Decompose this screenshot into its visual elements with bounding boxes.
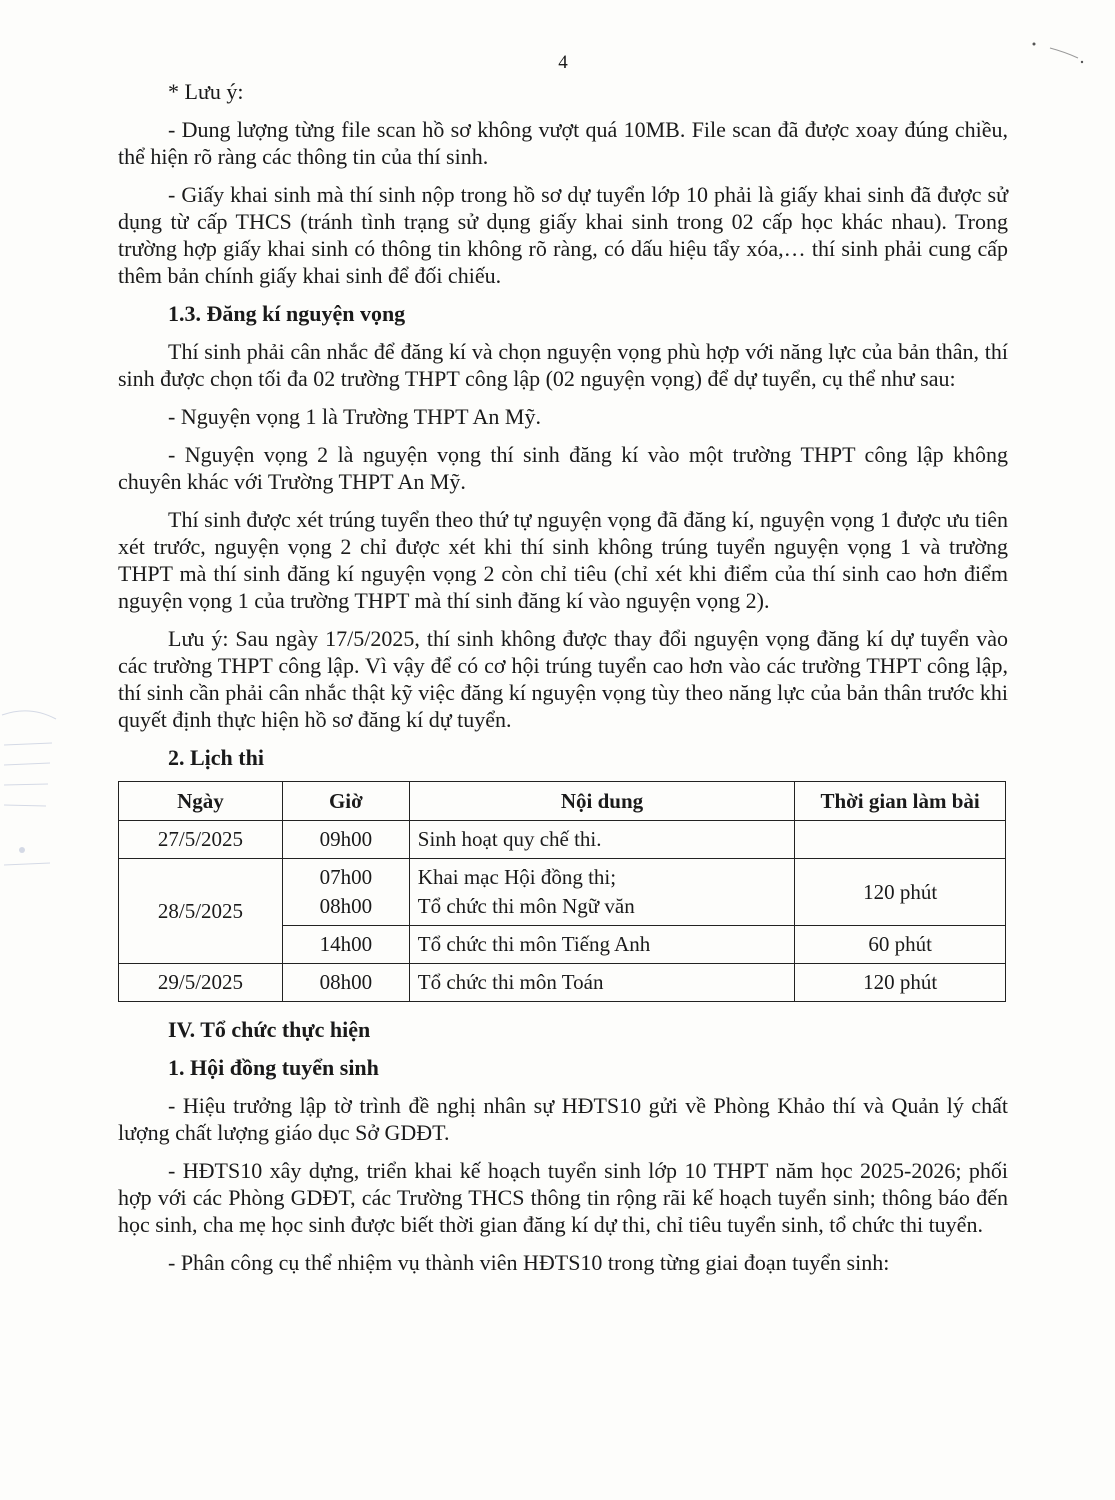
cell-line: Tổ chức thi môn Ngữ văn bbox=[417, 894, 635, 918]
table-header-cell: Nội dung bbox=[409, 782, 794, 821]
table-cell: Tổ chức thi môn Toán bbox=[409, 964, 794, 1002]
table-header-cell: Thời gian làm bài bbox=[795, 782, 1006, 821]
note-paragraph: - Dung lượng từng file scan hồ sơ không vượt quá 10MB. File scan đã được xoay đúng chiều, thể hiện rõ ràng các thông tin của thí sinh. bbox=[118, 117, 1008, 169]
body-paragraph: - Hiệu trưởng lập tờ trình đề nghị nhân sự HĐTS10 gửi về Phòng Khảo thí và Quản lý chất lượng chất lượng giáo dục Sở GDĐT. bbox=[118, 1093, 1008, 1145]
table-cell: 120 phút bbox=[795, 859, 1006, 926]
body-paragraph: Lưu ý: Sau ngày 17/5/2025, thí sinh không được thay đổi nguyện vọng đăng kí dự tuyển vào các trường THPT công lập. Vì vậy để có cơ hội trúng tuyển cao hơn vào các trường THPT công lập, thí sinh cần phải cân nhắc thật kỹ việc đăng kí nguyện vọng tùy theo năng lực của bản thân trước khi quyết định thực hiện hồ sơ đăng kí dự tuyển. bbox=[118, 626, 1008, 732]
cell-line: 07h00 bbox=[319, 865, 373, 889]
table-cell: 27/5/2025 bbox=[119, 821, 283, 859]
table-header-row bbox=[119, 782, 1006, 821]
scan-mark bbox=[1030, 40, 1090, 70]
body-paragraph: Thí sinh phải cân nhắc để đăng kí và chọn nguyện vọng phù hợp với năng lực của bản thân, thí sinh được chọn tối đa 02 trường THPT công lập (02 nguyện vọng) để dự tuyển, cụ thể như sau: bbox=[118, 339, 1008, 391]
table-cell: 09h00 bbox=[282, 821, 409, 859]
table-cell: 08h00 bbox=[282, 964, 409, 1002]
body-paragraph: - Nguyện vọng 2 là nguyện vọng thí sinh đăng kí vào một trường THPT công lập không chuyên khác với Trường THPT An Mỹ. bbox=[118, 442, 1008, 494]
body-paragraph: - HĐTS10 xây dựng, triển khai kế hoạch tuyển sinh lớp 10 THPT năm học 2025-2026; phối hợp với các Phòng GDĐT, các Trường THCS thông tin rộng rãi kế hoạch tuyển sinh; thông báo đến học sinh, cha mẹ học sinh được biết thời gian đăng kí dự thi, chỉ tiêu tuyển sinh, tổ chức thi tuyển. bbox=[118, 1158, 1008, 1237]
exam-schedule-table bbox=[118, 781, 1006, 1002]
table-row bbox=[119, 964, 1006, 1002]
section-heading: IV. Tổ chức thực hiện bbox=[168, 1017, 371, 1042]
body-paragraph: Thí sinh được xét trúng tuyển theo thứ tự nguyện vọng đã đăng kí, nguyện vọng 1 được ưu tiên xét trước, nguyện vọng 2 chỉ được xét khi thí sinh không trúng tuyển nguyện vọng 1 và trường THPT mà thí sinh đăng kí nguyện vọng 2 còn chỉ tiêu (chỉ xét khi điểm của thí sinh cao hơn điểm nguyện vọng 1 của trường THPT mà thí sinh đăng kí vào nguyện vọng 2). bbox=[118, 507, 1008, 613]
table-row bbox=[119, 859, 1006, 926]
table-cell bbox=[795, 821, 1006, 859]
table-cell: Sinh hoạt quy chế thi. bbox=[409, 821, 794, 859]
note-paragraph: - Giấy khai sinh mà thí sinh nộp trong hồ sơ dự tuyển lớp 10 phải là giấy khai sinh đã được sử dụng từ cấp THCS (tránh tình trạng sử dụng giấy khai sinh trong 02 cấp học khác nhau). Trong trường hợp giấy khai sinh có thông tin không rõ ràng, có dấu hiệu tẩy xóa,… thí sinh phải cung cấp thêm bản chính giấy khai sinh để đối chiếu. bbox=[118, 182, 1008, 288]
cell-line: Khai mạc Hội đồng thi; bbox=[417, 865, 617, 889]
table-cell: 60 phút bbox=[795, 926, 1006, 964]
table-cell: 14h00 bbox=[282, 926, 409, 964]
section-heading: 1.3. Đăng kí nguyện vọng bbox=[168, 301, 406, 326]
table-cell: 28/5/2025 bbox=[119, 859, 283, 964]
faded-stamp-mark bbox=[0, 705, 58, 875]
cell-line: 08h00 bbox=[319, 894, 373, 918]
body-paragraph: - Nguyện vọng 1 là Trường THPT An Mỹ. bbox=[168, 404, 541, 429]
table-cell: 29/5/2025 bbox=[119, 964, 283, 1002]
table-header-cell: Ngày bbox=[119, 782, 283, 821]
table-header-cell: Giờ bbox=[282, 782, 409, 821]
table-cell: Tổ chức thi môn Tiếng Anh bbox=[409, 926, 794, 964]
table-cell: 120 phút bbox=[795, 964, 1006, 1002]
table-cell bbox=[282, 859, 409, 926]
body-paragraph: - Phân công cụ thể nhiệm vụ thành viên HĐTS10 trong từng giai đoạn tuyển sinh: bbox=[168, 1250, 890, 1275]
section-heading: 1. Hội đồng tuyển sinh bbox=[168, 1055, 379, 1080]
table-row bbox=[119, 821, 1006, 859]
document-page bbox=[118, 52, 1008, 1276]
table-cell bbox=[409, 859, 794, 926]
note-title: * Lưu ý: bbox=[168, 79, 244, 104]
page-number: 4 bbox=[558, 52, 568, 73]
section-heading: 2. Lịch thi bbox=[168, 745, 264, 770]
